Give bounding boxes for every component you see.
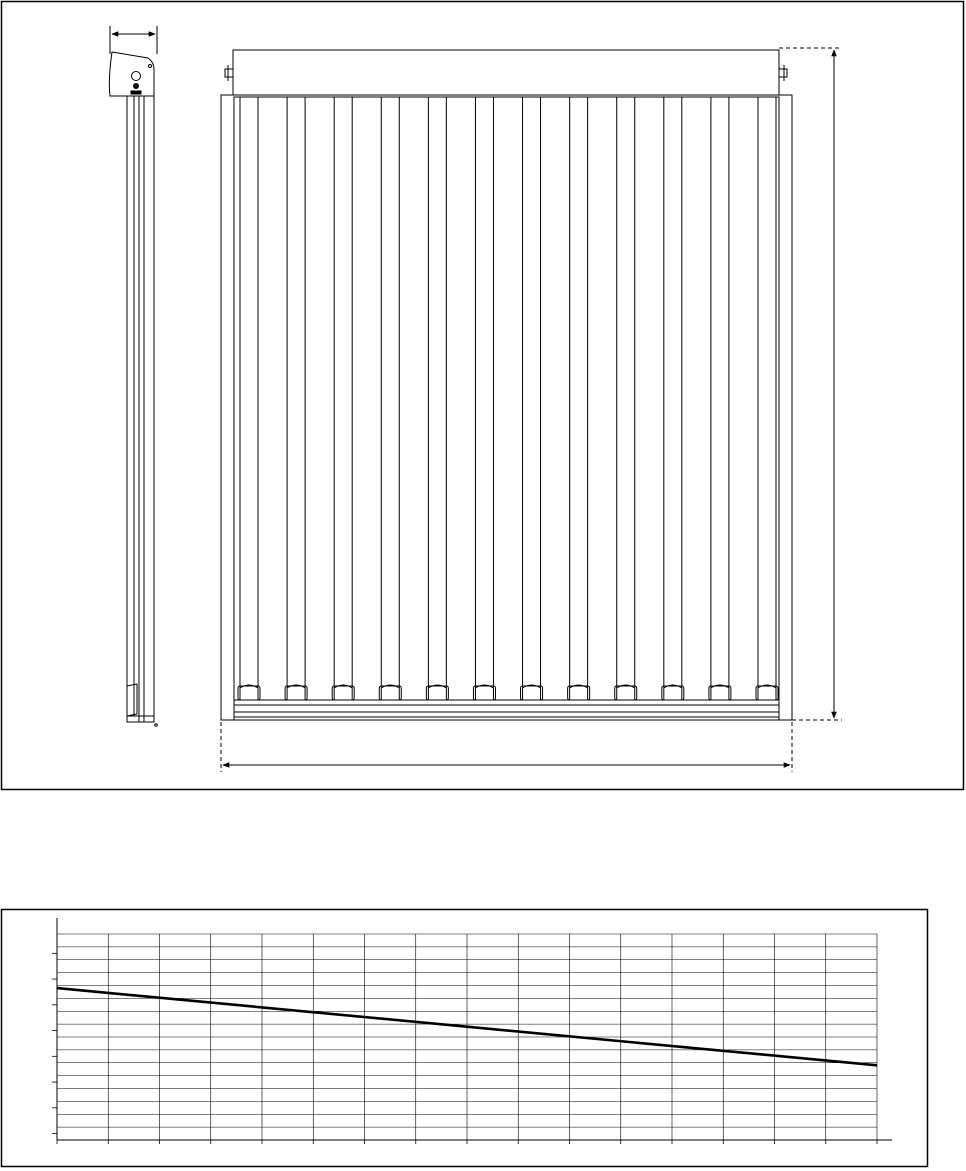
tube-body (381, 97, 399, 700)
collector-front-view (221, 48, 842, 772)
tube-body (711, 97, 729, 700)
side-foot-bolt (155, 724, 158, 727)
header-manifold (233, 50, 779, 95)
tube-body (240, 97, 258, 700)
vacuum-tube (285, 97, 307, 700)
vacuum-tube (756, 97, 778, 700)
chart-frame (2, 910, 928, 1167)
tube-body (334, 97, 352, 700)
vacuum-tube (379, 97, 401, 700)
collector-side-view (109, 26, 157, 726)
side-foot-bracket (127, 684, 137, 716)
tube-body (475, 97, 493, 700)
vacuum-tube (568, 97, 590, 700)
bottom-support (234, 712, 779, 720)
vacuum-tube (238, 97, 260, 700)
tube-body (570, 97, 588, 700)
side-bottom-rail (127, 716, 154, 722)
vacuum-tube (332, 97, 354, 700)
collector-frame-inner (234, 97, 779, 717)
tube-body (428, 97, 446, 700)
tube-body (758, 97, 776, 700)
vacuum-tube (615, 97, 637, 700)
vacuum-tube (426, 97, 448, 700)
vacuum-tube (709, 97, 731, 700)
technical-drawing (2, 2, 964, 790)
tube-body (664, 97, 682, 700)
vacuum-tube (521, 97, 543, 700)
tube-body (617, 97, 635, 700)
right-pipe-stub (779, 69, 787, 77)
chart-axes (52, 918, 892, 1144)
side-frame-rail (139, 96, 154, 722)
left-pipe-stub (225, 69, 233, 77)
vacuum-tube (662, 97, 684, 700)
tube-body (287, 97, 305, 700)
bottom-rail (234, 700, 779, 712)
side-tube-rail (127, 96, 134, 716)
vacuum-tube (473, 97, 495, 700)
vacuum-tube-array (238, 97, 778, 700)
side-header-sensor (134, 84, 139, 89)
chart-grid (57, 934, 877, 1140)
tube-body (523, 97, 541, 700)
side-header-label (131, 91, 141, 94)
performance-chart (2, 910, 928, 1167)
collector-frame (221, 95, 792, 720)
